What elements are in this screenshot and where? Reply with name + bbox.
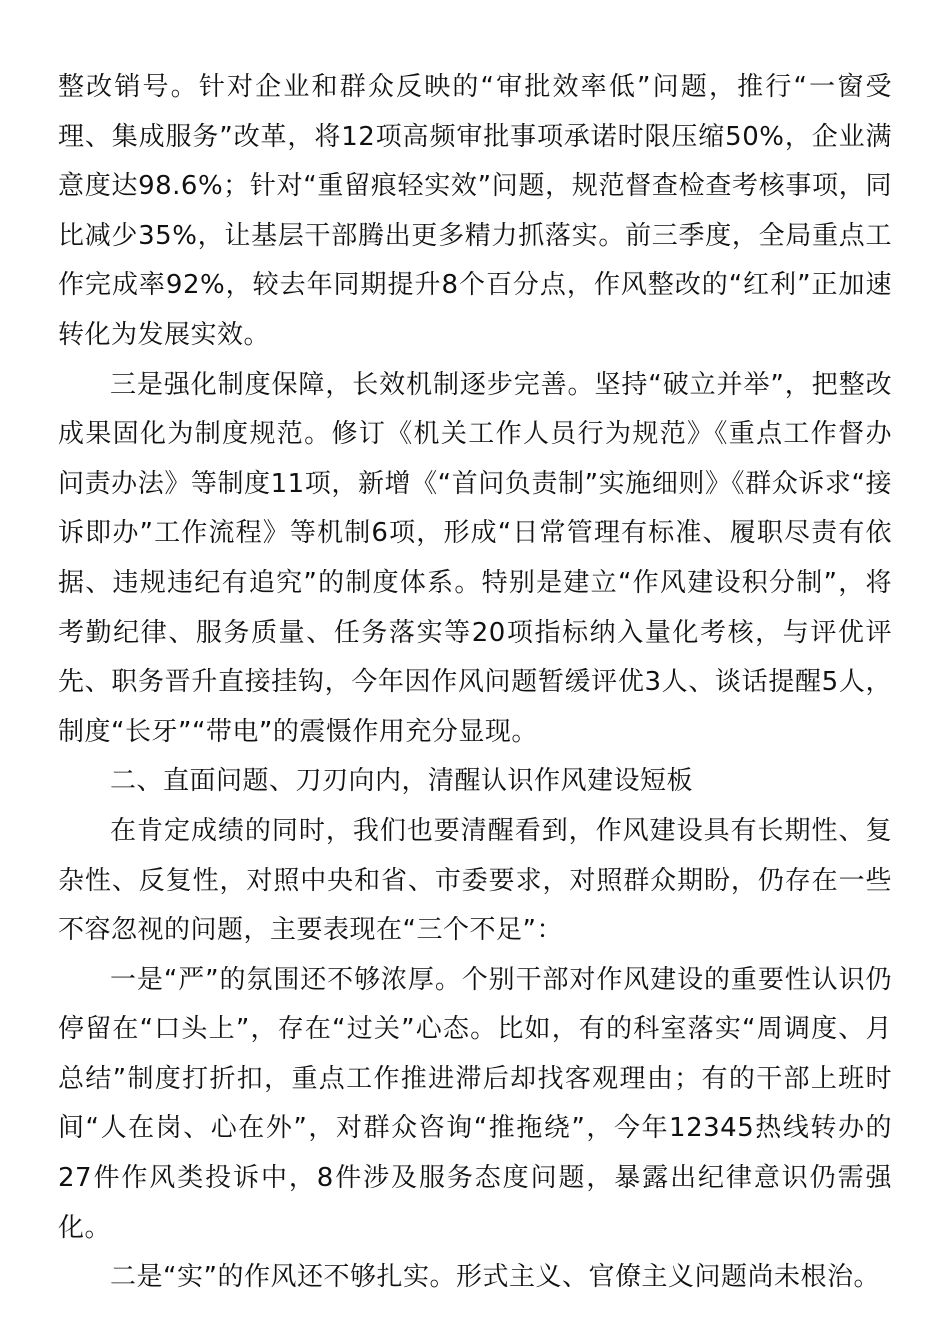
paragraph-problem-intro: 在肯定成绩的同时，我们也要清醒看到，作风建设具有长期性、复杂性、反复性，对照中央和省、市委要求，对照群众期盼，仍存在一些不容忽视的问题，主要表现在“三个不足”： [58,815,892,946]
paragraph-problem-strict: 一是“严”的氛围还不够浓厚。个别干部对作风建设的重要性认识仍停留在“口头上”，存在“过关”心态。比如，有的科室落实“周调度、月总结”制度打折扣，重点工作推进滞后却找客观理由；有的干部上班时间“人在岗、心在外”，对群众咨询“推拖绕”，今年12345热线转办的27件作风类投诉中，8件涉及服务态度问题，暴露出纪律意识仍需强化。 [58,964,892,1243]
section-heading: 二、直面问题、刀刃向内，清醒认识作风建设短板 [110,766,694,797]
paragraph-rectification-results: 整改销号。针对企业和群众反映的“审批效率低”问题，推行“一窗受理、集成服务”改革，将12项高频审批事项承诺时限压缩50%，企业满意度达98.6%；针对“重留痕轻实效”问题，规范督查检查考核事项，同比减少35%，让基层干部腾出更多精力抓落实。前三季度，全局重点工作完成率92%，较去年同期提升8个百分点，作风整改的“红利”正加速转化为发展实效。 [58,72,892,350]
paragraph-problem-practical: 二是“实”的作风还不够扎实。形式主义、官僚主义问题尚未根治。 [110,1262,880,1293]
paragraph-institutional-guarantee: 三是强化制度保障，长效机制逐步完善。坚持“破立并举”，把整改成果固化为制度规范。修订《机关工作人员行为规范》《重点工作督办问责办法》等制度11项，新增《“首问负责制”实施细则》《群众诉求“接诉即办”工作流程》等机制6项，形成“日常管理有标准、履职尽责有依据、违规违纪有追究”的制度体系。特别是建立“作风建设积分制”，将考勤纪律、服务质量、任务落实等20项指标纳入量化考核，与评优评先、职务晋升直接挂钩，今年因作风问题暂缓评优3人、谈话提醒5人，制度“长牙”“带电”的震慑作用充分显现。 [58,369,892,747]
document-page [58,63,892,1303]
